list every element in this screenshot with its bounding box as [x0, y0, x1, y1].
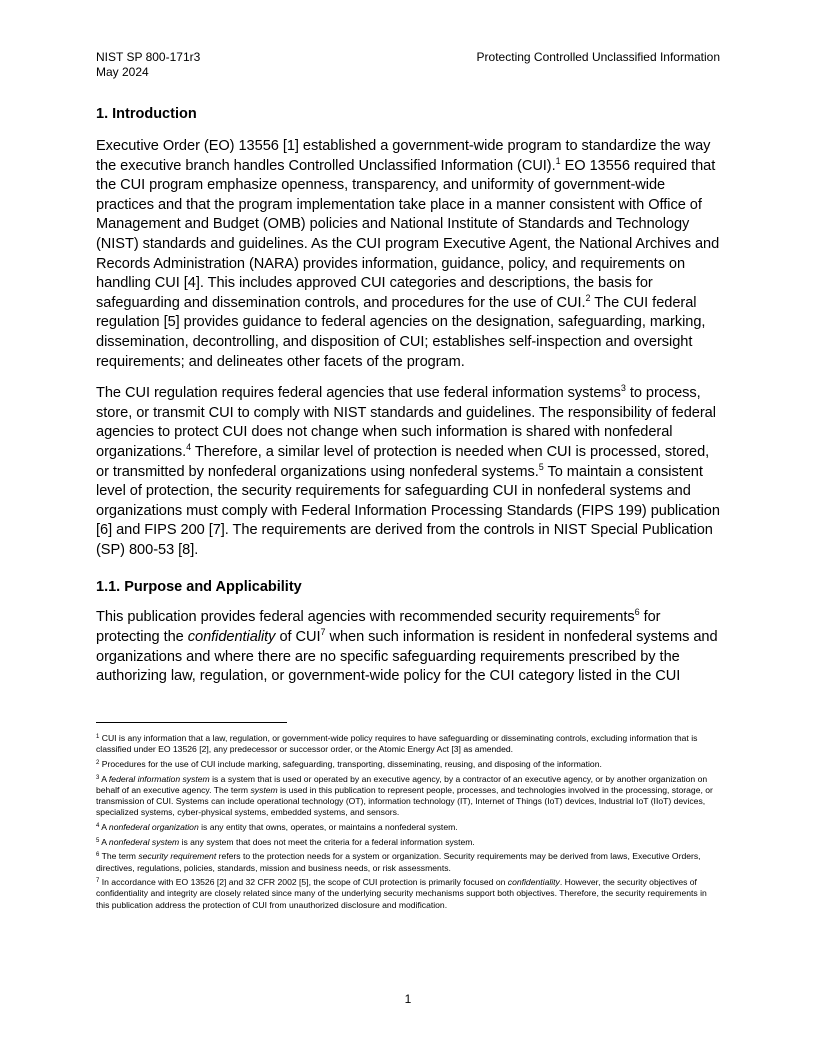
text-run: The CUI federal regulation [5] provides guidance to federal agencies on the designation, safeguarding, marking, dissemination, decontrolling, and disposition of CUI; establishes self-inspection and oversight requirements; and delineates other facets of the program.: [96, 294, 706, 370]
footnote-1: [96, 733, 722, 755]
footnote-text: is any entity that owns, operates, or maintains a nonfederal system.: [198, 821, 458, 832]
running-header-left: [96, 50, 200, 80]
footnote-text: A: [101, 836, 109, 847]
footnote-ref[interactable]: 5: [538, 461, 544, 472]
emphasis-text: confidentiality: [507, 877, 560, 888]
footnote-text: refers to the protection needs for a system or organization. Security requirements may be derived from laws, Executive Orders, directives, regulations, policies, standards, mission and business needs, or risk assessments.: [96, 851, 701, 873]
footnote-number: 1: [96, 734, 100, 740]
footnote-text: A: [101, 821, 109, 832]
footnote-ref[interactable]: 6: [634, 607, 640, 618]
text-run: Executive Order (EO) 13556 [1] established a government-wide program to standardize the way the executive branch handles Controlled Unclassified Information (CUI).: [96, 138, 711, 174]
footnote-3: [96, 774, 722, 819]
footnote-ref[interactable]: 7: [320, 627, 326, 638]
emphasis-text: nonfederal organization: [108, 821, 199, 832]
footnote-text: In accordance with EO 13526 [2] and 32 CFR 2002 [5], the scope of CUI protection is primarily focused on: [101, 877, 508, 888]
section-heading-purpose: 1.1. Purpose and Applicability: [96, 579, 302, 596]
text-run: to process, store, or transmit CUI to comply with NIST standards and guidelines. The responsibility of federal agencies to protect CUI does not change when such information is shared with nonfederal organizations.: [96, 385, 716, 460]
text-run: EO 13556 required that the CUI program emphasize openness, transparency, and uniformity of government-wide practices and that the program implementation take place in a manner consistent with Office of Management and Budget (OMB) policies and National Institute of Standards and Technology (NIST) standards and guidelines. As the CUI program Executive Agent, the National Archives and Records Administration (NARA) provides information, guidance, policy, and requirements on handling CUI [4]. This includes approved CUI categories and descriptions, the basis for safeguarding and dissemination controls, and procedures for the use of CUI.: [96, 157, 720, 311]
emphasis-text: security requirement: [138, 851, 217, 862]
footnote-6: [96, 851, 722, 873]
text-run: This publication provides federal agencies with recommended security requirements: [96, 609, 635, 626]
footnote-number: 3: [96, 774, 100, 781]
footnote-text: is any system that does not meet the criteria for a federal information system.: [179, 836, 475, 847]
footnote-2: [96, 759, 722, 770]
footnotes: [96, 733, 722, 914]
footnote-text: A: [101, 773, 109, 784]
emphasis-text: nonfederal system: [108, 836, 180, 847]
intro-paragraph-2: [96, 384, 722, 560]
footnote-ref[interactable]: 4: [186, 441, 192, 452]
main-content: [96, 105, 722, 699]
footnote-text: Procedures for the use of CUI include marking, safeguarding, transporting, disseminating, reusing, and disposing of the information.: [101, 758, 602, 769]
purpose-paragraph-1: [96, 608, 722, 686]
footnote-number: 2: [96, 759, 100, 766]
footnote-number: 5: [96, 837, 100, 844]
text-run: The CUI regulation requires federal agencies that use federal information systems: [96, 385, 621, 402]
footnote-text: CUI is any information that a law, regulation, or government-wide policy requires to have safeguarding or disseminating controls, excluding information that is classified under EO 13526 [2], any predecessor or successor order, or the Atomic Energy Act [3] as amended.: [96, 733, 698, 755]
text-run: for protecting the: [96, 609, 661, 646]
running-header-title: Protecting Controlled Unclassified Information: [476, 50, 720, 64]
footnote-ref[interactable]: 1: [555, 155, 561, 166]
text-run: of CUI: [275, 629, 321, 646]
footnote-number: 7: [96, 878, 100, 885]
text-run: Therefore, a similar level of protection is needed when CUI is processed, stored, or transmitted by nonfederal organizations using nonfederal systems.: [96, 443, 710, 480]
footnote-text: . However, the security objectives of confidentiality and integrity are closely related since many of the underlying security mechanisms support both objectives. Therefore, the security requirements in this publication address the protection of CUI from unauthorized disclosure and modification.: [96, 877, 707, 910]
publication-date: May 2024: [96, 65, 149, 79]
footnote-7: [96, 877, 722, 911]
footnote-separator: [96, 722, 287, 723]
emphasis-text: federal information system: [108, 773, 210, 784]
text-run: when such information is resident in nonfederal systems and organizations and where there are no specific safeguarding requirements prescribed by the authorizing law, regulation, or government-wide policy for the CUI category listed in the CUI: [96, 629, 718, 685]
footnote-number: 6: [96, 852, 100, 859]
footnote-ref[interactable]: 3: [620, 383, 626, 394]
emphasis-text: system: [250, 784, 278, 795]
footnote-number: 4: [96, 822, 100, 829]
footnote-4: [96, 822, 722, 833]
section-heading-introduction: 1. Introduction: [96, 106, 197, 122]
document-id: NIST SP 800-171r3: [96, 50, 201, 64]
footnote-text: is a system that is used or operated by an executive agency, by a contractor of an executive agency, or by another organization on behalf of an executive agency. The term: [96, 773, 708, 795]
footnote-5: [96, 837, 722, 848]
footnote-text: The term: [101, 851, 139, 862]
emphasis-text: confidentiality: [187, 629, 276, 646]
footnote-text: is used in this publication to represent people, processes, and technologies involved in the processing, storage, or transmission of CUI. Systems can include operational technology (OT), information technology (IT), Internet of Things (IoT) devices, Industrial IoT (IIoT) devices, specialized systems, cyber-physical systems, embedded systems, and sensors.: [96, 784, 713, 818]
text-run: To maintain a consistent level of protection, the security requirements for safeguarding CUI in nonfederal systems and organizations must comply with Federal Information Processing Standards (FIPS 199) publication [6] and FIPS 200 [7]. The requirements are derived from the controls in NIST Special Publication (SP) 800-53 [8].: [96, 463, 720, 558]
page-number: 1: [404, 992, 412, 1006]
intro-paragraph-1: [96, 137, 722, 372]
footnote-ref[interactable]: 2: [585, 292, 591, 303]
